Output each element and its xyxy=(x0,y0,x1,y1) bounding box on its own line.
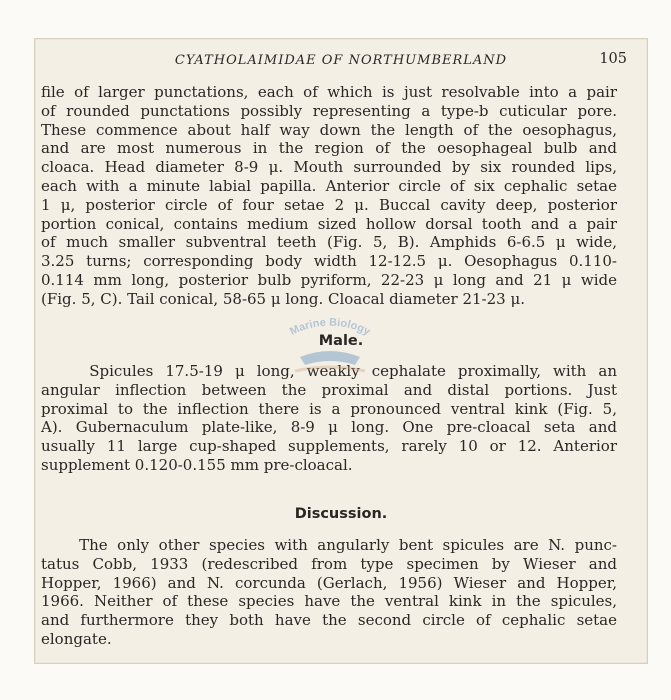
text-line: A). Gubernaculum plate-like, 8-9 μ long. One pre-cloacal seta and xyxy=(41,418,617,437)
text-line: cloaca. Head diameter 8-9 μ. Mouth surrounded by six rounded lips, xyxy=(41,158,617,177)
text-line: and furthermore they both have the second circle of cephalic setae xyxy=(41,611,617,630)
text-line: elongate. xyxy=(41,629,112,648)
section-heading-discussion: Discussion. xyxy=(294,506,388,522)
section-heading-male: Male. xyxy=(318,333,364,349)
text-line: 1 μ, posterior circle of four setae 2 μ. Buccal cavity deep, posterior xyxy=(41,195,617,214)
text-line: of much smaller subventral teeth (Fig. 5, B). Amphids 6-6.5 μ wide, xyxy=(41,233,617,252)
text-line: supplement 0.120-0.155 mm pre-cloacal. xyxy=(41,455,353,474)
text-line: tatus Cobb, 1933 (redescribed from type specimen by Wieser and xyxy=(41,554,617,573)
text-line: (Fig. 5, C). Tail conical, 58-65 μ long. Cloacal diameter 21-23 μ. xyxy=(41,289,525,308)
paragraph-male xyxy=(41,362,617,475)
watermark-text: Marine Biology xyxy=(288,316,373,339)
text-line: The only other species with angularly bent spicules are N. punc- xyxy=(41,536,617,554)
text-line: angular inflection between the proximal and distal portions. Just xyxy=(41,380,617,399)
text-line: of rounded punctations possibly representing a type-b cuticular pore. xyxy=(41,101,617,120)
text-line: file of larger punctations, each of which is just resolvable into a pair xyxy=(41,83,617,101)
text-line: proximal to the inflection there is a pronounced ventral kink (Fig. 5, xyxy=(41,399,617,418)
text-line: 1966. Neither of these species have the ventral kink in the spicules, xyxy=(41,592,617,611)
paragraph-description xyxy=(41,83,617,309)
text-line: Spicules 17.5-19 μ long, weakly cephalate proximally, with an xyxy=(41,362,617,380)
text-line: and are most numerous in the region of the oesophageal bulb and xyxy=(41,139,617,158)
text-line: Hopper, 1966) and N. corcunda (Gerlach, 1956) Wieser and Hopper, xyxy=(41,573,617,592)
paragraph-discussion xyxy=(41,536,617,649)
text-line: 3.25 turns; corresponding body width 12-12.5 μ. Oesophagus 0.110- xyxy=(41,252,617,271)
text-line: each with a minute labial papilla. Anterior circle of six cephalic setae xyxy=(41,176,617,195)
text-line: portion conical, contains medium sized hollow dorsal tooth and a pair xyxy=(41,214,617,233)
page-header xyxy=(35,51,647,69)
page-number: 105 xyxy=(599,51,627,67)
journal-page xyxy=(34,38,648,664)
running-title: CYATHOLAIMIDAE OF NORTHUMBERLAND xyxy=(174,53,508,68)
text-line: 0.114 mm long, posterior bulb pyriform, 22-23 μ long and 21 μ wide xyxy=(41,270,617,289)
text-line: usually 11 large cup-shaped supplements, rarely 10 or 12. Anterior xyxy=(41,437,617,456)
text-line: These commence about half way down the length of the oesophagus, xyxy=(41,120,617,139)
